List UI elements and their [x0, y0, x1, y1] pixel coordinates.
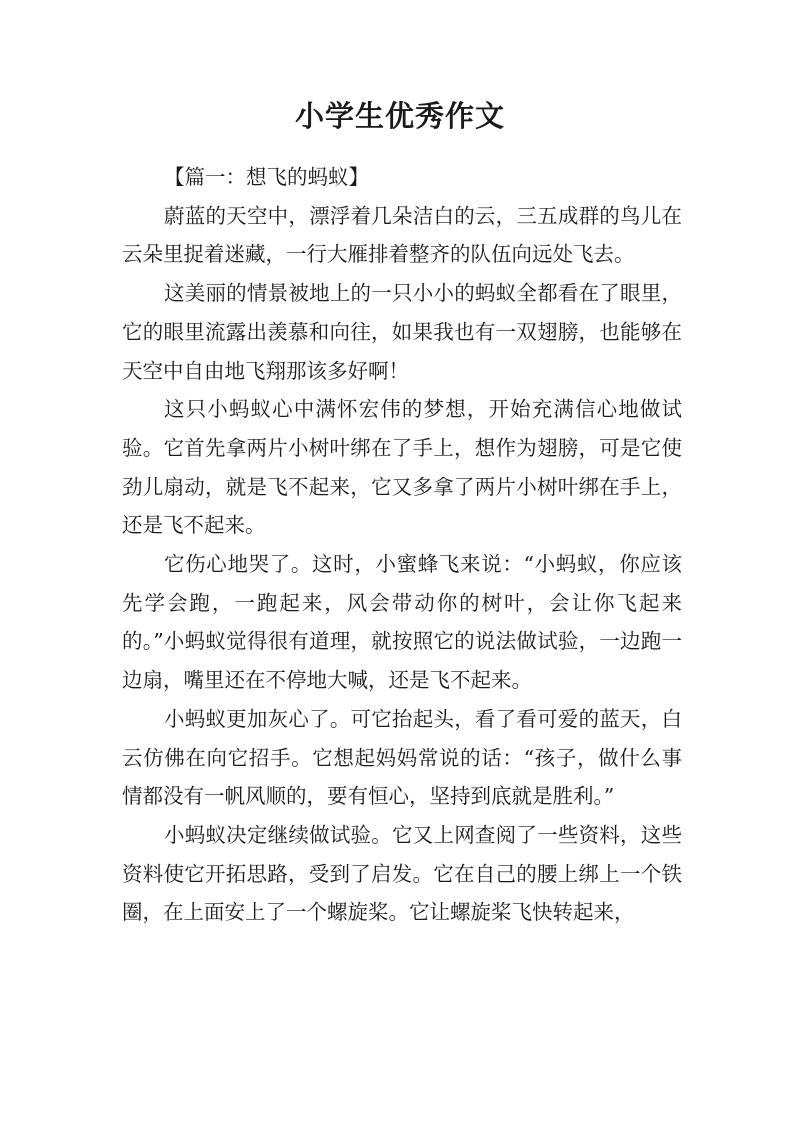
- paragraph: 它伤心地哭了。这时，小蜜蜂飞来说：“小蚂蚁，你应该先学会跑，一跑起来，风会带动你的树叶，会让你飞起来的。”小蚂蚁觉得很有道理，就按照它的说法做试验，一边跑一边扇，嘴里还在不停地大喊，还是飞不起来。: [122, 552, 682, 693]
- paragraph: 这只小蚂蚁心中满怀宏伟的梦想，开始充满信心地做试验。它首先拿两片小树叶绑在了手上，想作为翅膀，可是它使劲儿扇动，就是飞不起来，它又多拿了两片小树叶绑在手上，还是飞不起来。: [122, 397, 682, 538]
- paragraph: 蔚蓝的天空中，漂浮着几朵洁白的云，三五成群的鸟儿在云朵里捉着迷藏，一行大雁排着整齐的队伍向远处飞去。: [122, 203, 682, 267]
- paragraph: 这美丽的情景被地上的一只小小的蚂蚁全都看在了眼里，它的眼里流露出羡慕和向往，如果我也有一双翅膀，也能够在天空中自由地飞翔那该多好啊！: [122, 281, 682, 383]
- essay-body: [122, 158, 682, 932]
- paragraph: 小蚂蚁决定继续做试验。它又上网查阅了一些资料，这些资料使它开拓思路，受到了启发。它在自己的腰上绑上一个铁圈，在上面安上了一个螺旋桨。它让螺旋桨飞快转起来，: [122, 822, 682, 925]
- paragraph: 小蚂蚁更加灰心了。可它抬起头，看了看可爱的蓝天，白云仿佛在向它招手。它想起妈妈常说的话：“孩子，做什么事情都没有一帆风顺的，要有恒心，坚持到底就是胜利。”: [122, 706, 682, 809]
- section-heading: 【篇一：想飞的蚂蚁】: [164, 165, 369, 189]
- document-title: 小学生优秀作文: [294, 99, 505, 133]
